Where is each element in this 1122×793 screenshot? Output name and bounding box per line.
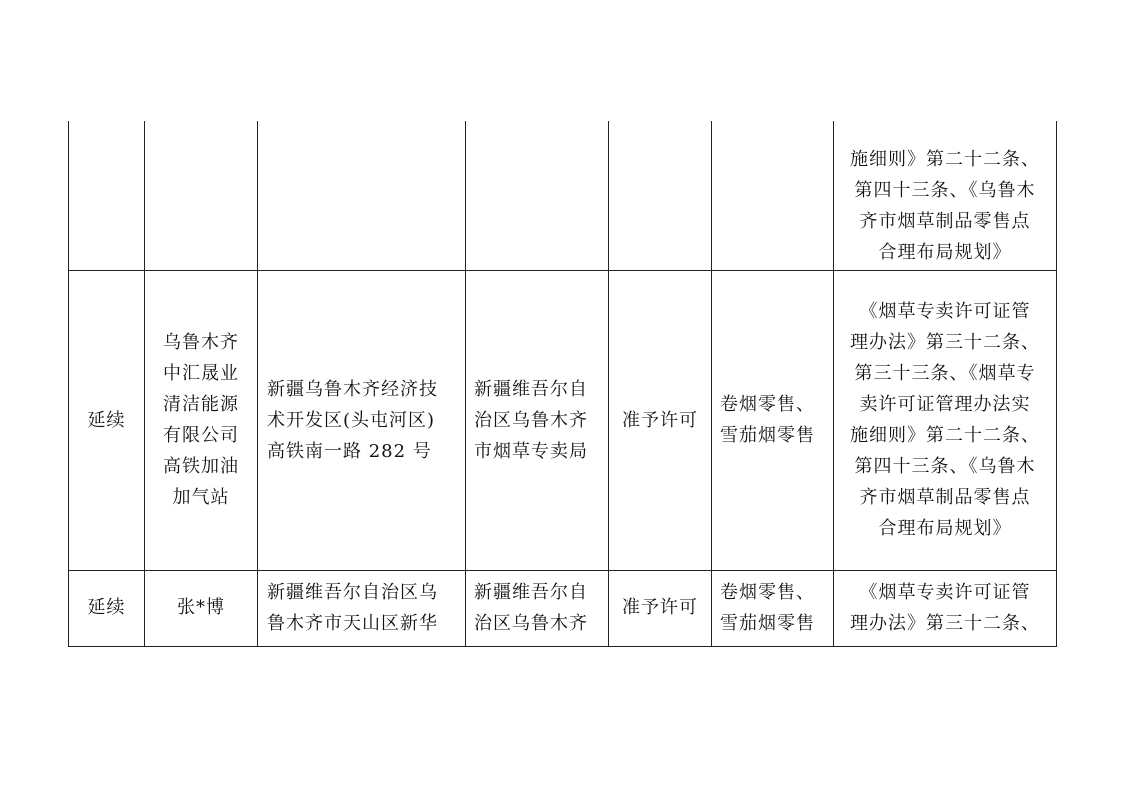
licensing-agency-cell (466, 570, 609, 646)
licensing-agency-cell (466, 270, 609, 570)
legal-basis-cell-line: 齐市烟草制品零售点 (859, 487, 1031, 508)
business-address-cell-line: 高铁南一路 282 号 (267, 440, 432, 462)
licensee-name-cell (145, 270, 258, 570)
business-scope-cell-line: 雪茄烟零售 (720, 612, 815, 634)
legal-basis-cell-line: 合理布局规划》 (878, 518, 1012, 539)
licensee-name-cell-line: 高铁加油 (163, 456, 239, 477)
legal-basis-cell (834, 570, 1057, 646)
table-row (69, 121, 1057, 270)
licensee-name-cell-line: 中汇晟业 (163, 363, 239, 384)
licensee-name-cell-line: 有限公司 (163, 425, 239, 446)
legal-basis-cell (834, 270, 1057, 570)
legal-basis-cell (834, 121, 1057, 270)
licensee-name-cell (145, 570, 258, 646)
licensing-agency-cell (466, 121, 609, 270)
business-address-cell-line: 新疆乌鲁木齐经济技 (267, 378, 438, 400)
licensee-name-cell-line: 加气站 (172, 487, 230, 508)
legal-basis-cell-line: 施细则》第二十二条、 (850, 148, 1040, 170)
legal-basis-cell-line: 《烟草专卖许可证管 (859, 581, 1031, 603)
decision-result-cell-text: 准予许可 (622, 596, 698, 618)
business-scope-cell (712, 270, 834, 570)
licensee-name-cell-line: 张*博 (177, 596, 225, 618)
legal-basis-cell-line: 理办法》第三十二条、 (850, 612, 1040, 634)
licensing-agency-cell-line: 治区乌鲁木齐 (474, 409, 588, 431)
licensee-name-cell-line: 乌鲁木齐 (163, 332, 239, 353)
business-address-cell (258, 270, 466, 570)
license-type-cell (69, 570, 145, 646)
license-type-cell (69, 270, 145, 570)
licensing-agency-cell-line: 新疆维吾尔自 (474, 378, 588, 400)
business-scope-cell-line: 雪茄烟零售 (720, 425, 815, 446)
licensee-name-cell-line: 清洁能源 (163, 394, 239, 415)
business-scope-cell (712, 121, 834, 270)
legal-basis-cell-line: 第四十三条、《乌鲁木 (854, 456, 1036, 477)
business-address-cell (258, 121, 466, 270)
legal-basis-cell-line: 齐市烟草制品零售点 (859, 210, 1031, 232)
licensee-name-cell (145, 121, 258, 270)
legal-basis-cell-line: 理办法》第三十二条、 (850, 332, 1040, 353)
decision-result-cell (609, 270, 712, 570)
legal-basis-cell-line: 卖许可证管理办法实 (859, 394, 1031, 415)
business-address-cell-line: 鲁木齐市天山区新华 (267, 612, 438, 634)
decision-result-cell-text: 准予许可 (622, 409, 698, 431)
business-scope-cell-line: 卷烟零售、 (720, 394, 815, 415)
legal-basis-cell-line: 合理布局规划》 (878, 241, 1012, 263)
legal-basis-cell-line: 施细则》第二十二条、 (850, 425, 1040, 446)
decision-result-cell (609, 121, 712, 270)
business-address-cell-line: 新疆维吾尔自治区乌 (267, 581, 438, 603)
licensing-agency-cell-line: 治区乌鲁木齐 (474, 612, 588, 634)
licensing-agency-cell-line: 新疆维吾尔自 (474, 581, 588, 603)
table-row (69, 270, 1057, 570)
business-address-cell-line: 术开发区(头屯河区) (267, 409, 436, 431)
legal-basis-cell-line: 第三十三条、《烟草专 (854, 363, 1036, 384)
business-scope-cell (712, 570, 834, 646)
table-body (69, 121, 1057, 646)
legal-basis-cell-line: 第四十三条、《乌鲁木 (854, 179, 1036, 201)
license-type-cell (69, 121, 145, 270)
decision-result-cell (609, 570, 712, 646)
license-type-cell-text: 延续 (87, 409, 126, 431)
table-row (69, 570, 1057, 646)
license-table (68, 121, 1057, 647)
legal-basis-cell-line: 《烟草专卖许可证管 (859, 301, 1031, 322)
license-type-cell-text: 延续 (87, 596, 126, 618)
licensing-agency-cell-line: 市烟草专卖局 (474, 440, 588, 462)
business-scope-cell-line: 卷烟零售、 (720, 581, 815, 603)
business-address-cell (258, 570, 466, 646)
